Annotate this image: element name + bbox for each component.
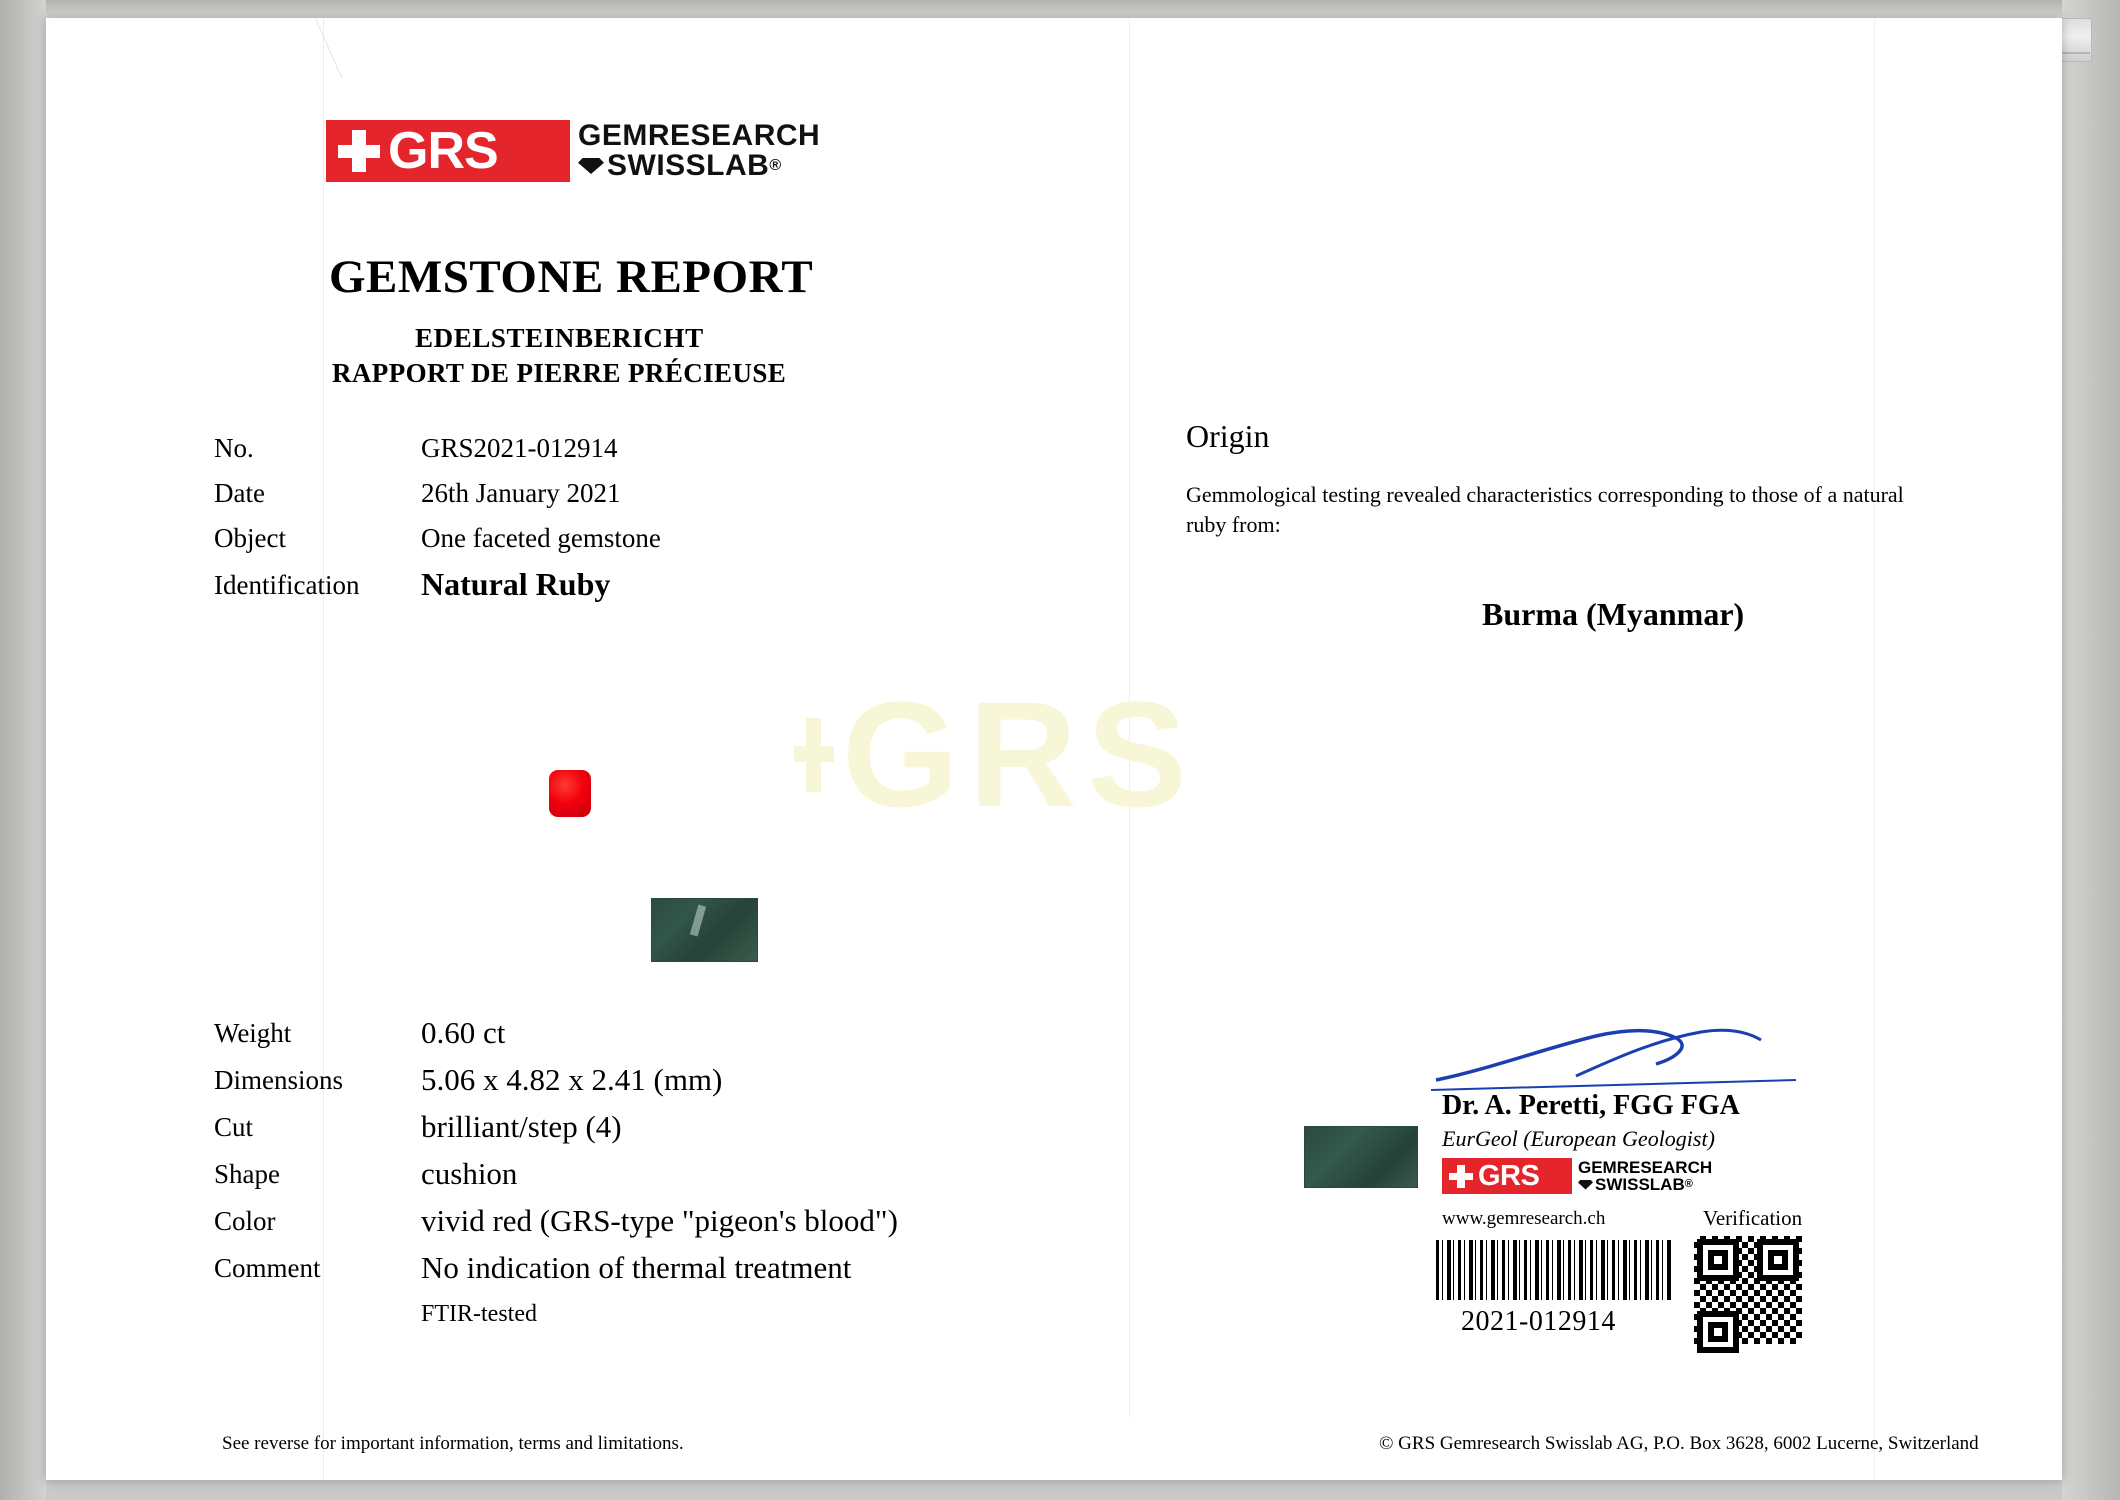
grs-logo-footer-subtext: [1578, 1159, 1712, 1193]
field-label-cut: Cut: [214, 1112, 254, 1142]
field-value-color: vivid red (GRS-type "pigeon's blood"): [421, 1203, 898, 1238]
field-value-identification: Natural Ruby: [421, 566, 611, 602]
paper-corner-crease: [315, 18, 423, 78]
grs-watermark: [786, 668, 1197, 841]
field-label-dimensions: Dimensions: [214, 1065, 344, 1095]
field-value-date: 26th January 2021: [421, 478, 621, 508]
field-label-no: No.: [214, 433, 254, 463]
grs-logo-wordmark: GRS: [388, 122, 498, 180]
field-value-cut: brilliant/step (4): [421, 1109, 622, 1144]
qr-code-finder-bottom-left: [1697, 1311, 1739, 1353]
footer-note-right: © GRS Gemresearch Swisslab AG, P.O. Box 3628, 6002 Lucerne, Switzerland: [1379, 1433, 1979, 1454]
grs-logo-footer-red-box: [1442, 1158, 1572, 1194]
swiss-cross-icon-small: [1448, 1163, 1474, 1189]
field-value-dimensions: 5.06 x 4.82 x 2.41 (mm): [421, 1062, 723, 1097]
field-value-comment: No indication of thermal treatment: [421, 1250, 852, 1285]
gemstone-photo-thumbnail: [651, 898, 758, 962]
origin-statement: Gemmological testing revealed characteristics corresponding to those of a natural ruby from:: [1186, 482, 1904, 537]
scan-right-edge: [2062, 0, 2120, 1500]
grs-logo-footer-line1: GEMRESEARCH: [1578, 1158, 1713, 1177]
certificate-sheet: [46, 18, 2062, 1480]
comment-note: FTIR-tested: [421, 1301, 537, 1327]
swiss-cross-icon: [336, 128, 382, 174]
field-label-object: Object: [214, 523, 286, 553]
field-label-date: Date: [214, 478, 265, 508]
registered-mark: ®: [769, 157, 782, 174]
field-value-weight: 0.60 ct: [421, 1015, 506, 1050]
gemstone-image: [549, 770, 591, 817]
report-title: GEMSTONE REPORT: [329, 251, 814, 303]
signature-photo-thumbnail: [1304, 1126, 1418, 1188]
grs-logo-line1: GEMRESEARCH: [578, 119, 821, 152]
grs-logo-subtext: [578, 121, 820, 181]
scan-left-edge: [0, 0, 46, 1500]
verification-label: Verification: [1703, 1206, 1803, 1230]
grs-logo-footer: [1442, 1158, 1712, 1194]
report-title-french: RAPPORT DE PIERRE PRÉCIEUSE: [332, 358, 787, 388]
report-title-german: EDELSTEINBERICHT: [415, 323, 704, 353]
diamond-icon: [578, 158, 604, 174]
grs-logo: [326, 120, 820, 182]
grs-logo-red-box: [326, 120, 570, 182]
website-url[interactable]: www.gemresearch.ch: [1442, 1208, 1606, 1229]
field-value-no: GRS2021-012914: [421, 433, 618, 463]
field-value-object: One faceted gemstone: [421, 523, 661, 553]
diamond-icon-small: [1578, 1180, 1593, 1190]
signatory-role: EurGeol (European Geologist): [1442, 1126, 1715, 1151]
paper-fold-line-left: [323, 18, 324, 1480]
scan-top-shadow: [0, 0, 2120, 18]
signature-mark: [1426, 1018, 1806, 1098]
footer-note-left: See reverse for important information, terms and limitations.: [222, 1433, 684, 1454]
barcode-number: 2021-012914: [1461, 1306, 1616, 1337]
signatory-name: Dr. A. Peretti, FGG FGA: [1442, 1090, 1740, 1121]
grs-logo-footer-line2: SWISSLAB: [1595, 1175, 1685, 1194]
grs-logo-line2: SWISSLAB: [607, 149, 770, 182]
watermark-text: GRS: [842, 670, 1198, 838]
registered-mark-small: ®: [1684, 1178, 1693, 1190]
watermark-cross-icon: [786, 712, 842, 812]
field-label-comment: Comment: [214, 1253, 321, 1283]
field-label-color: Color: [214, 1206, 276, 1236]
origin-country: Burma (Myanmar): [1482, 596, 1745, 632]
barcode: [1436, 1240, 1671, 1300]
grs-logo-footer-line2-wrap: [1578, 1176, 1712, 1193]
field-label-identification: Identification: [214, 570, 360, 600]
field-label-shape: Shape: [214, 1159, 280, 1189]
field-label-weight: Weight: [214, 1018, 292, 1048]
paper-fold-line-right: [1874, 18, 1875, 1480]
field-value-shape: cushion: [421, 1156, 518, 1191]
origin-heading: Origin: [1186, 418, 1270, 454]
grs-logo-line2-wrap: [578, 151, 820, 181]
grs-logo-footer-wordmark: GRS: [1478, 1159, 1540, 1192]
